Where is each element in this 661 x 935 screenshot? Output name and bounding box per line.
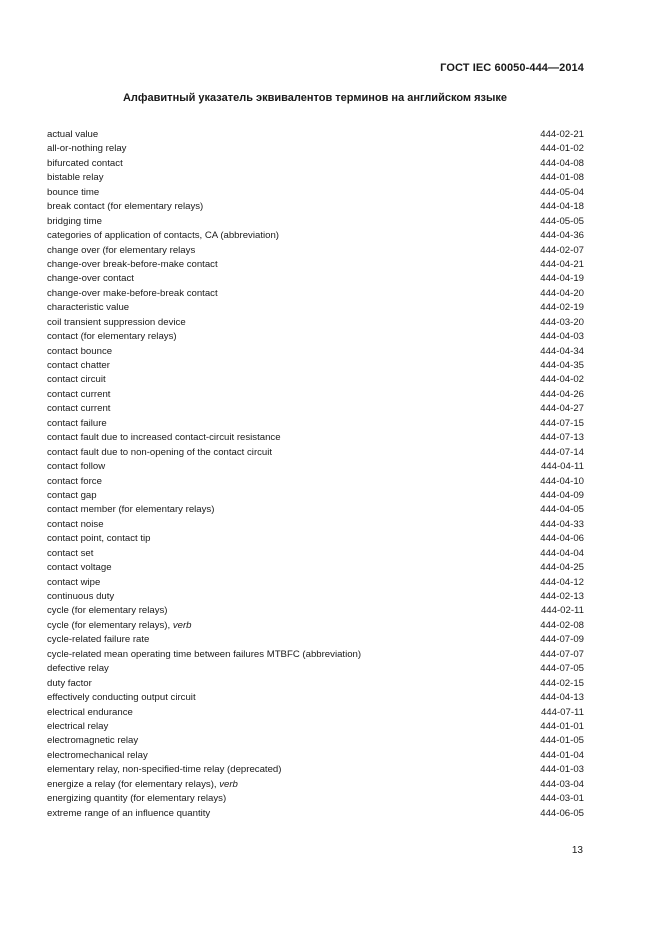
entry-term-text: energize a relay (for elementary relays),: [47, 778, 220, 790]
entry-term: [47, 171, 104, 185]
entry-code: 444-01-03: [540, 764, 584, 776]
entry-term: [47, 373, 106, 387]
entry-term: [47, 807, 210, 821]
entry-term-text: bounce time: [47, 186, 100, 198]
entry-term-text: duty factor: [47, 677, 92, 689]
entry-term-text: contact member (for elementary relays): [47, 504, 215, 516]
index-entry: [47, 417, 584, 431]
entry-code: 444-04-27: [540, 403, 584, 415]
document-header: ГОСТ IEC 60050-444—2014: [440, 62, 584, 74]
entry-term-text: contact failure: [47, 417, 107, 429]
entry-term-text: change-over make-before-break contact: [47, 287, 218, 299]
index-entry: [47, 475, 584, 489]
index-title: Алфавитный указатель эквивалентов терминов на английском языке: [122, 92, 507, 104]
entry-term: [47, 677, 92, 691]
entry-term-text: contact point, contact tip: [47, 533, 151, 545]
entry-term: [47, 272, 134, 286]
entry-term-text: contact current: [47, 388, 111, 400]
entry-term-text: contact follow: [47, 461, 106, 473]
entry-code: 444-04-26: [540, 388, 584, 400]
index-entry: [47, 807, 584, 821]
index-entry: [47, 359, 584, 373]
entry-code: 444-04-10: [540, 475, 584, 487]
entry-term: [47, 244, 195, 258]
index-entry: [47, 532, 584, 546]
entry-term-text: coil transient suppression device: [47, 316, 186, 328]
entry-term-text: electrical endurance: [47, 706, 133, 718]
entry-code: 444-02-21: [540, 129, 584, 140]
entry-term: [47, 734, 138, 748]
index-entry: [47, 330, 584, 344]
entry-term: [47, 691, 196, 705]
entry-term-text: cycle-related failure rate: [47, 634, 150, 646]
entry-code: 444-07-05: [540, 663, 584, 675]
entry-term-text: contact bounce: [47, 345, 113, 357]
entry-code: 444-02-08: [540, 619, 584, 631]
entry-term-text: contact fault due to increased contact-circuit resistance: [47, 432, 281, 444]
entry-code: 444-07-15: [540, 417, 584, 429]
entry-term: [47, 142, 126, 156]
index-entry: [47, 720, 584, 734]
entry-term: [47, 604, 168, 618]
entry-term-grammar-note: verb: [172, 619, 192, 631]
entry-term: [47, 590, 114, 604]
entry-term-text: electromechanical relay: [47, 749, 148, 761]
entry-code: 444-04-06: [540, 533, 584, 545]
index-entry-list: [47, 128, 584, 821]
entry-term: [47, 763, 281, 777]
entry-term-text: contact wipe: [47, 576, 101, 588]
index-entry: [47, 691, 584, 705]
entry-term: [47, 460, 105, 474]
index-entry: [47, 258, 584, 272]
entry-term-text: bifurcated contact: [47, 157, 123, 169]
entry-code: 444-02-11: [540, 605, 584, 617]
entry-term: [47, 633, 149, 647]
index-entry: [47, 215, 584, 229]
entry-code: 444-04-34: [540, 345, 584, 357]
index-entry: [47, 576, 584, 590]
entry-code: 444-04-03: [540, 331, 584, 343]
entry-term-text: effectively conducting output circuit: [47, 692, 196, 704]
entry-code: 444-04-05: [540, 504, 584, 516]
entry-term: [47, 316, 186, 330]
entry-term: [47, 128, 98, 142]
index-entry: [47, 128, 584, 142]
index-entry: [47, 157, 584, 171]
entry-term-text: change-over contact: [47, 273, 134, 285]
entry-code: 444-04-12: [540, 576, 584, 588]
entry-term: [47, 402, 110, 416]
entry-code: 444-04-09: [540, 489, 584, 501]
index-entry: [47, 561, 584, 575]
entry-code: 444-07-13: [540, 432, 584, 444]
entry-term: [47, 518, 104, 532]
entry-term-text: contact force: [47, 475, 102, 487]
entry-term: [47, 662, 109, 676]
index-entry: [47, 200, 584, 214]
index-entry: [47, 547, 584, 561]
entry-code: 444-04-13: [540, 692, 584, 704]
index-entry: [47, 734, 584, 748]
entry-term: [47, 475, 102, 489]
index-entry: [47, 186, 584, 200]
entry-term-text: categories of application of contacts, CA (abbreviation): [47, 230, 279, 242]
entry-term-text: contact fault due to non-opening of the contact circuit: [47, 446, 273, 458]
index-entry: [47, 648, 584, 662]
entry-term-text: actual value: [47, 129, 99, 140]
entry-term-text: contact set: [47, 547, 94, 559]
entry-code: 444-03-01: [540, 793, 584, 805]
entry-term: [47, 778, 238, 792]
entry-term-text: contact current: [47, 403, 111, 415]
index-entry: [47, 706, 584, 720]
index-entry: [47, 171, 584, 185]
entry-code: 444-04-18: [540, 201, 584, 213]
index-entry: [47, 446, 584, 460]
index-entry: [47, 388, 584, 402]
entry-term: [47, 157, 123, 171]
index-entry: [47, 792, 584, 806]
entry-term-text: contact circuit: [47, 374, 106, 386]
entry-code: 444-05-05: [540, 215, 584, 227]
index-entry: [47, 316, 584, 330]
entry-code: 444-03-20: [540, 316, 584, 328]
entry-code: 444-02-13: [540, 591, 584, 602]
entry-code: 444-01-05: [540, 735, 584, 747]
entry-term: [47, 792, 226, 806]
entry-term-text: defective relay: [47, 663, 109, 675]
entry-term-text: elementary relay, non-specified-time relay (deprecated): [47, 764, 282, 776]
entry-code: 444-02-07: [540, 244, 584, 256]
entry-term: [47, 215, 102, 229]
entry-code: 444-04-11: [540, 461, 584, 473]
entry-code: 444-07-11: [540, 706, 584, 718]
index-entry: [47, 345, 584, 359]
index-entry: [47, 503, 584, 517]
index-entry: [47, 619, 584, 633]
entry-code: 444-04-33: [540, 518, 584, 530]
index-entry: [47, 778, 584, 792]
entry-term: [47, 417, 107, 431]
entry-term-text: electromagnetic relay: [47, 735, 139, 747]
entry-code: 444-04-25: [540, 562, 584, 574]
entry-term-text: extreme range of an influence quantity: [47, 807, 211, 819]
entry-term-grammar-note: verb: [219, 778, 238, 790]
index-entry: [47, 460, 584, 474]
entry-code: 444-01-01: [540, 720, 584, 732]
entry-code: 444-04-20: [540, 287, 584, 299]
entry-term-text: characteristic value: [47, 302, 130, 314]
index-entry: [47, 287, 584, 301]
entry-term: [47, 229, 279, 243]
entry-code: 444-04-36: [540, 230, 584, 242]
entry-term-text: contact (for elementary relays): [47, 331, 177, 343]
entry-term: [47, 287, 218, 301]
index-entry: [47, 301, 584, 315]
entry-term-text: bistable relay: [47, 172, 104, 184]
entry-code: 444-01-02: [540, 143, 584, 155]
entry-term: [47, 431, 281, 445]
entry-term-text: break contact (for elementary relays): [47, 201, 204, 213]
entry-code: 444-01-08: [540, 172, 584, 184]
entry-term: [47, 576, 100, 590]
entry-term-text: electrical relay: [47, 720, 109, 732]
entry-term: [47, 720, 108, 734]
entry-code: 444-07-07: [540, 648, 584, 660]
index-entry: [47, 244, 584, 258]
entry-term: [47, 186, 99, 200]
index-entry: [47, 518, 584, 532]
entry-term: [47, 532, 150, 546]
entry-term: [47, 446, 272, 460]
entry-code: 444-05-04: [540, 186, 584, 198]
index-entry: [47, 633, 584, 647]
entry-code: 444-04-21: [540, 258, 584, 270]
entry-code: 444-04-04: [540, 547, 584, 559]
entry-code: 444-01-04: [540, 749, 584, 761]
entry-code: 444-04-35: [540, 360, 584, 371]
index-entry: [47, 489, 584, 503]
entry-term: [47, 561, 112, 575]
entry-term: [47, 330, 177, 344]
entry-term-text: cycle (for elementary relays): [47, 605, 168, 617]
entry-term-text: all-or-nothing relay: [47, 143, 127, 155]
index-entry: [47, 662, 584, 676]
entry-term-text: change-over break-before-make contact: [47, 258, 218, 270]
entry-code: 444-07-09: [540, 634, 584, 646]
entry-term: [47, 345, 112, 359]
entry-term-text: continuous duty: [47, 591, 115, 602]
entry-code: 444-04-02: [540, 374, 584, 386]
entry-term-text: contact noise: [47, 518, 104, 530]
entry-term: [47, 648, 361, 662]
index-entry: [47, 373, 584, 387]
entry-term: [47, 388, 110, 402]
entry-term-text: cycle-related mean operating time between failures MTBFC (abbreviation): [47, 648, 362, 660]
entry-term: [47, 258, 218, 272]
entry-code: 444-04-19: [540, 273, 584, 285]
entry-term-text: change over (for elementary relays: [47, 244, 196, 256]
entry-term-text: contact chatter: [47, 360, 110, 371]
entry-code: 444-04-08: [540, 157, 584, 169]
entry-code: 444-07-14: [540, 446, 584, 458]
index-entry: [47, 431, 584, 445]
index-entry: [47, 590, 584, 604]
entry-term: [47, 547, 93, 561]
index-entry: [47, 142, 584, 156]
entry-term: [47, 749, 148, 763]
entry-code: 444-06-05: [540, 807, 584, 819]
entry-term-text: bridging time: [47, 215, 102, 227]
entry-term-text: cycle (for elementary relays),: [47, 619, 173, 631]
index-entry: [47, 272, 584, 286]
entry-term-text: contact voltage: [47, 562, 112, 574]
index-entry: [47, 763, 584, 777]
entry-term: [47, 489, 97, 503]
entry-term-text: contact gap: [47, 489, 97, 501]
index-entry: [47, 677, 584, 691]
entry-term-text: energizing quantity (for elementary relays): [47, 793, 227, 805]
index-entry: [47, 749, 584, 763]
entry-code: 444-03-04: [540, 778, 584, 790]
entry-term: [47, 301, 129, 315]
entry-term: [47, 359, 110, 373]
index-entry: [47, 402, 584, 416]
page-number: 13: [571, 845, 583, 856]
index-entry: [47, 229, 584, 243]
entry-term: [47, 619, 192, 633]
index-entry: [47, 604, 584, 618]
entry-code: 444-02-15: [540, 677, 584, 689]
entry-term: [47, 503, 214, 517]
entry-term: [47, 200, 203, 214]
entry-term: [47, 706, 133, 720]
entry-code: 444-02-19: [540, 302, 584, 314]
